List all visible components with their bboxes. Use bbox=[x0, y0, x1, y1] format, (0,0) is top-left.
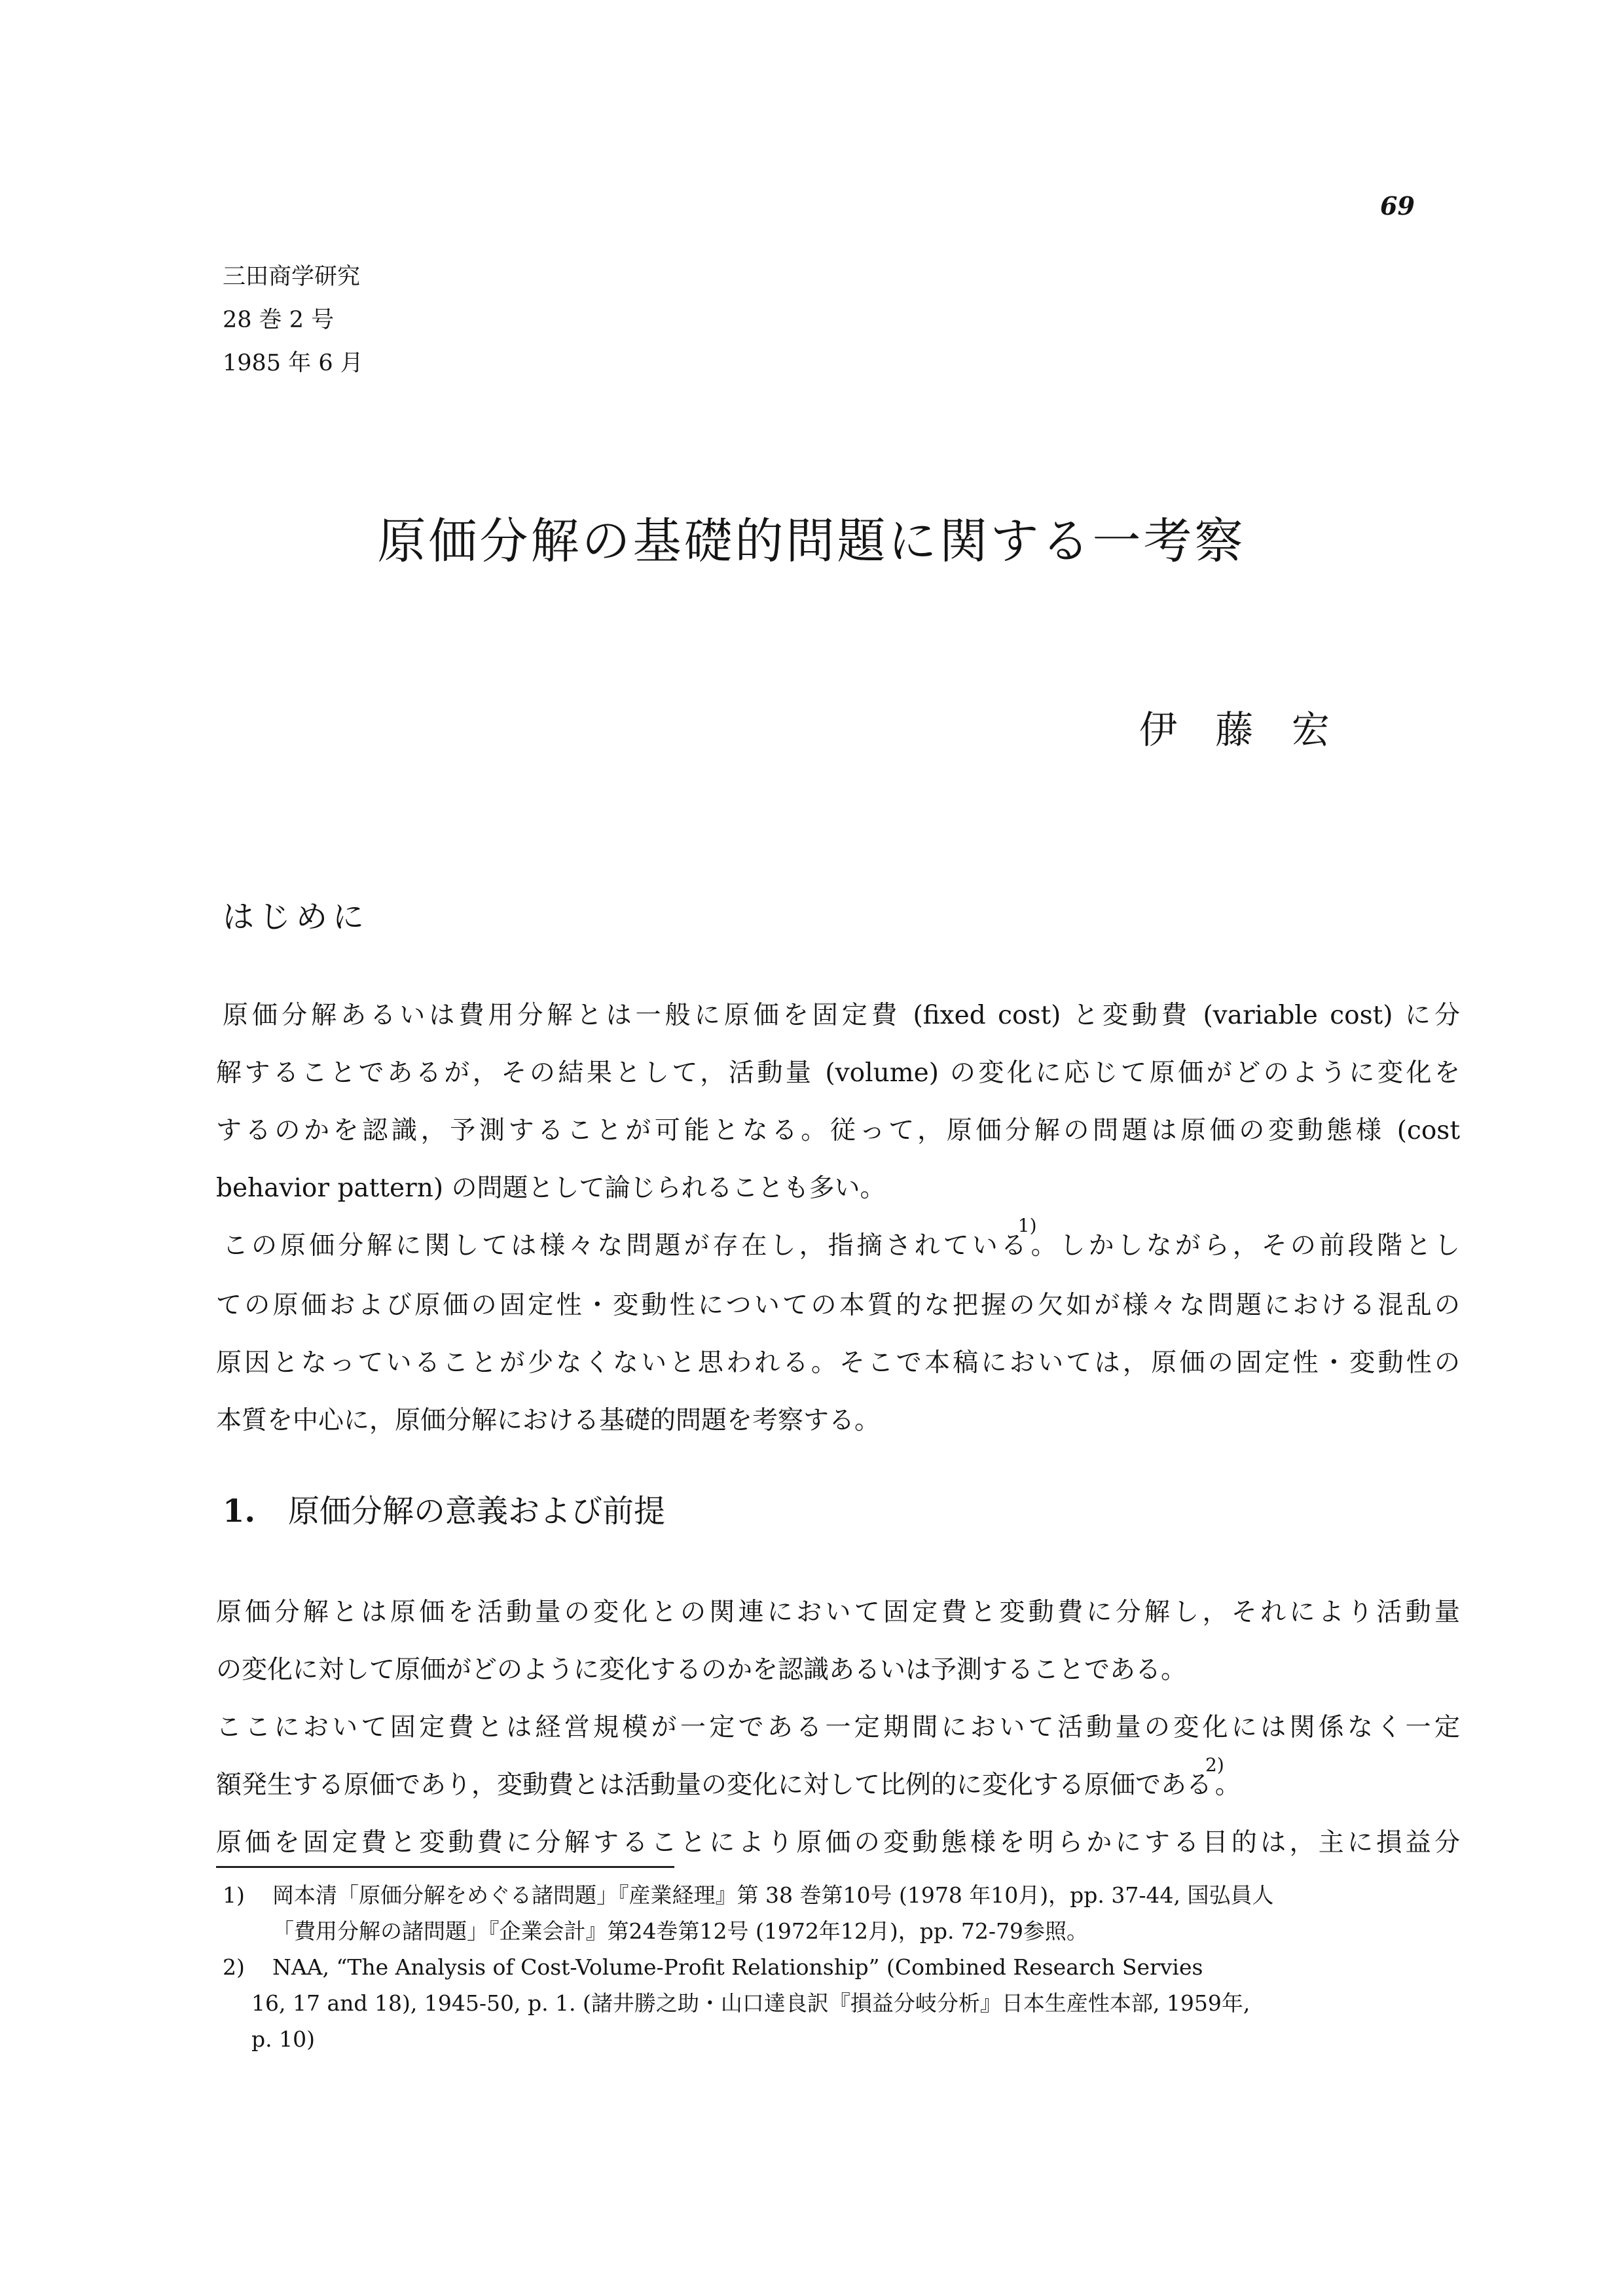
section-number: 1. bbox=[223, 1493, 256, 1530]
section-1-paragraph-1 bbox=[216, 1584, 1460, 1699]
section-1-paragraph-3 bbox=[216, 1814, 1460, 1872]
text-run: 。 bbox=[1214, 1770, 1241, 1800]
journal-date: 1985 年 6 月 bbox=[223, 350, 363, 376]
footnotes bbox=[223, 1877, 1453, 2057]
text-line: 原価分解とは原価を活動量の変化との関連において固定費と変動費に分解し，それにより活動量 bbox=[216, 1598, 1460, 1627]
text-line: 本質を中心に，原価分解における基礎的問題を考察する。 bbox=[216, 1406, 881, 1435]
text-line bbox=[216, 1754, 1460, 1816]
footnote-text: 岡本清「原価分解をめぐる諸問題」『産業経理』第 38 巻第10号 (1978 年10月)，pp. 37-44, 国弘員人 bbox=[272, 1882, 1274, 1908]
text-run: 額発生する原価であり，変動費とは活動量の変化に対して比例的に変化する原価である bbox=[216, 1770, 1213, 1800]
page-number: 69 bbox=[1380, 191, 1415, 221]
text-line: ての原価および原価の固定性・変動性についての本質的な把握の欠如が様々な問題における混乱の bbox=[216, 1291, 1460, 1320]
footnote-text: NAA, “The Analysis of Cost-Volume-Profit Relationship” (Combined Research Servies bbox=[272, 1954, 1203, 1980]
footnote-line bbox=[223, 1877, 1453, 1913]
text-line: 原因となっていることが少なくないと思われる。そこで本稿においては，原価の固定性・変動性の bbox=[216, 1348, 1460, 1378]
footnote-mark: 2) bbox=[223, 1954, 245, 1980]
text-line: 原価を固定費と変動費に分解することにより原価の変動態様を明らかにする目的は，主に損益分 bbox=[216, 1828, 1460, 1857]
footnote-ref-1: 1) bbox=[1017, 1215, 1037, 1236]
intro-paragraph-1 bbox=[216, 987, 1460, 1217]
footnote-1 bbox=[223, 1877, 1453, 1949]
footnote-line: 16, 17 and 18), 1945-50, p. 1. (諸井勝之助・山口達良訳『損益分岐分析』日本生産性本部, 1959年, bbox=[251, 1990, 1250, 2016]
text-line: するのかを認識，予測することが可能となる。従って，原価分解の問題は原価の変動態様 (cost bbox=[216, 1116, 1460, 1145]
footnote-line: 「費用分解の諸問題」『企業会計』第24巻第12号 (1972年12月)，pp. 72-79参照。 bbox=[272, 1918, 1089, 1944]
journal-info bbox=[223, 255, 363, 385]
footnote-divider bbox=[216, 1866, 674, 1868]
section-1-paragraph-2 bbox=[216, 1699, 1460, 1816]
intro-paragraph-2 bbox=[216, 1217, 1460, 1450]
section-title: 原価分解の意義および前提 bbox=[288, 1493, 666, 1530]
journal-volume: 28 巻 2 号 bbox=[223, 307, 335, 333]
text-line: behavior pattern) の問題として論じられることも多い。 bbox=[216, 1174, 886, 1203]
text-line: の変化に対して原価がどのように変化するのかを認識あるいは予測することである。 bbox=[216, 1655, 1187, 1685]
footnote-mark: 1) bbox=[223, 1882, 245, 1908]
footnote-2 bbox=[223, 1949, 1453, 2057]
text-line: ここにおいて固定費とは経営規模が一定である一定期間において活動量の変化には関係なく一定 bbox=[216, 1713, 1460, 1742]
text-line: 原価分解あるいは費用分解とは一般に原価を固定費 (fixed cost) と変動費 (variable cost) に分 bbox=[223, 1001, 1460, 1030]
section-1-heading bbox=[223, 1486, 665, 1531]
intro-heading: はじめに bbox=[223, 899, 370, 935]
text-run: この原価分解に関しては様々な問題が存在し，指摘されている bbox=[223, 1231, 1030, 1261]
footnote-line: p. 10) bbox=[251, 2026, 315, 2052]
author-name: 伊 藤 宏 bbox=[1139, 708, 1331, 752]
footnote-line bbox=[223, 1949, 1453, 1985]
paper-title: 原価分解の基礎的問題に関する一考察 bbox=[377, 513, 1246, 569]
footnote-ref-2: 2) bbox=[1205, 1754, 1224, 1776]
journal-name: 三田商学研究 bbox=[223, 264, 361, 290]
text-run: 。しかしながら，その前段階とし bbox=[1027, 1231, 1460, 1261]
text-line bbox=[216, 1217, 1460, 1277]
text-line: 解することであるが，その結果として，活動量 (volume) の変化に応じて原価がどのように変化を bbox=[216, 1058, 1460, 1088]
